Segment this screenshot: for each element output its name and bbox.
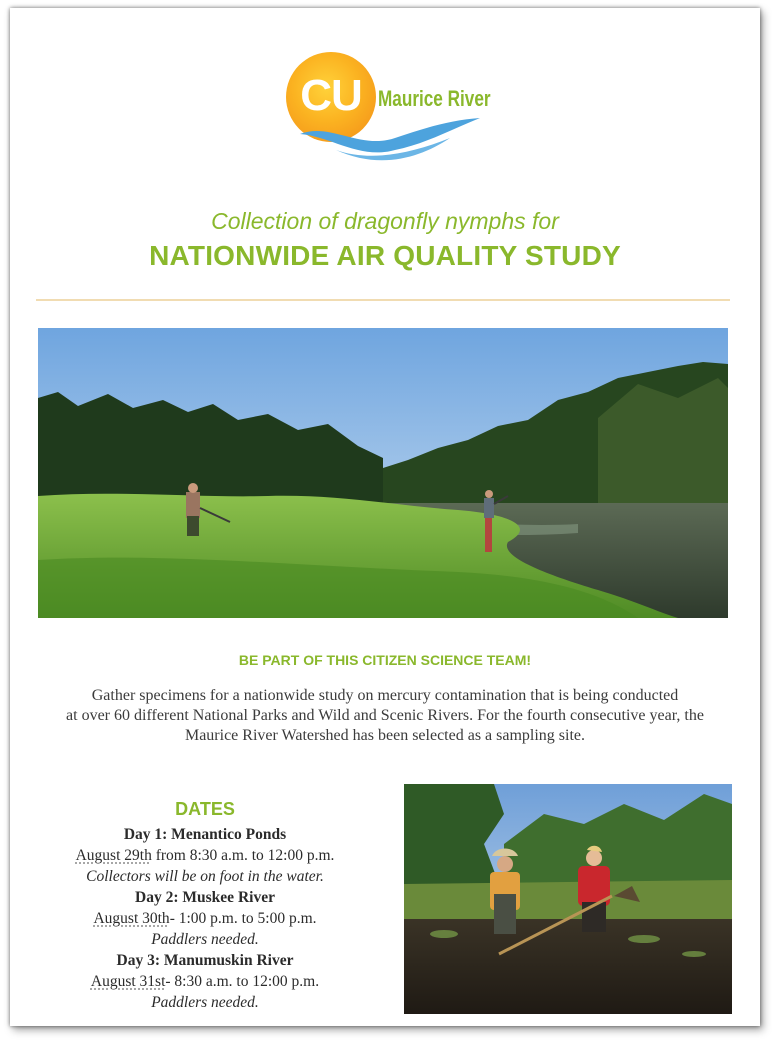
intro-line: Gather specimens for a nationwide study on mercury contamination that is being conducted [91,687,679,704]
river-volunteers-photo [404,784,732,1014]
day-note: Paddlers needed. [151,931,259,948]
day-date: August 30th [93,910,170,927]
day-time: - 8:30 a.m. to 12:00 p.m. [165,973,320,990]
intro-line: at over 60 different National Parks and Wild and Scenic Rivers. For the fourth consecutive year, the [66,707,704,724]
day-schedule [40,971,370,992]
day-time: from 8:30 a.m. to 12:00 p.m. [151,847,335,864]
day-note: Collectors will be on foot in the water. [86,868,324,885]
day-schedule [40,845,370,866]
logo-name: Maurice River [378,86,491,111]
day-date: August 29th [75,847,152,864]
logo-initials: CU [300,71,362,120]
day-date: August 31st [90,973,166,990]
dates-section [40,798,370,1013]
intro-paragraph [30,686,740,746]
divider-rule [36,299,730,301]
day-note: Paddlers needed. [151,994,259,1011]
day-title: Day 3: Manumuskin River [116,952,294,969]
river-waves-icon [300,114,480,166]
cta-heading: BE PART OF THIS CITIZEN SCIENCE TEAM! [238,652,532,668]
flyer-subtitle: Collection of dragonfly nymphs for [211,208,559,234]
day-schedule [40,908,370,929]
marsh-collection-photo [38,328,728,618]
flyer-page [10,8,760,1026]
dates-heading: DATES [175,799,235,819]
flyer-title: NATIONWIDE AIR QUALITY STUDY [149,240,621,271]
cu-maurice-river-logo [286,52,496,172]
intro-line: Maurice River Watershed has been selected as a sampling site. [184,727,586,744]
day-title: Day 2: Muskee River [135,889,275,906]
day-title: Day 1: Menantico Ponds [123,826,287,843]
day-time: - 1:00 p.m. to 5:00 p.m. [169,910,317,927]
